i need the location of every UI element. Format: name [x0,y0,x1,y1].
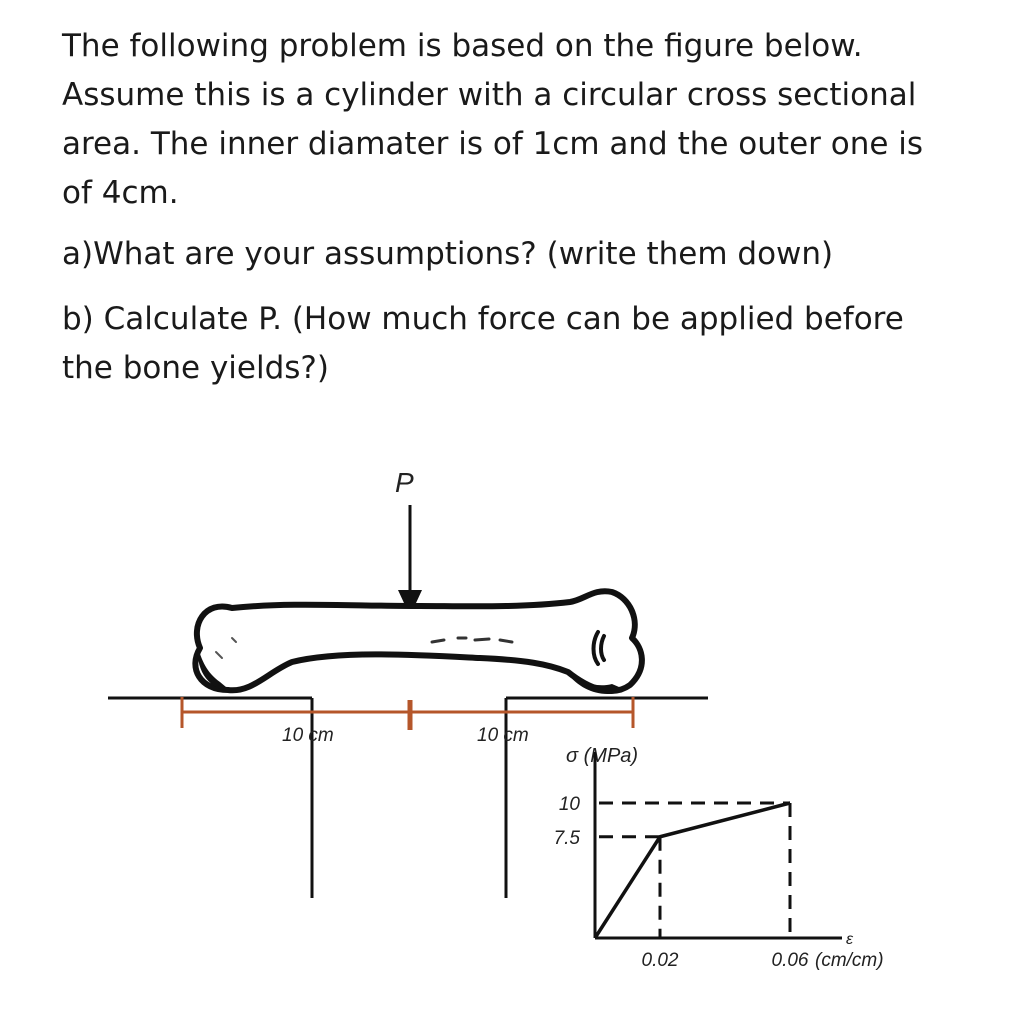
load-label: P [395,467,414,498]
right-support [506,698,708,898]
question-b: b) Calculate P. (How much force can be applied before the bone yields?) [62,301,904,386]
x-tick-label-0-06: 0.06 [771,950,809,971]
x-tick-label-0-02: 0.02 [641,950,679,971]
problem-intro: The following problem is based on the figure below. Assume this is a cylinder with a circular cross sectional area. The inner diamater is of 1cm and the outer one is of 4cm. [62,28,924,211]
x-axis-symbol: ε [846,931,854,948]
span-dimension [182,697,633,730]
y-tick-label-10: 10 [558,794,580,815]
stress-strain-chart [554,745,884,971]
stress-strain-curve [595,803,790,938]
span-right-label: 10 cm [477,725,529,746]
y-tick-label-7-5: 7.5 [553,827,580,849]
question-a: a)What are your assumptions? (write them down) [62,236,834,272]
y-axis-label: σ (MPa) [566,745,639,767]
bone-drawing [195,591,642,694]
span-left-label: 10 cm [282,725,334,746]
x-axis-units: (cm/cm) [815,950,884,971]
load-arrow [398,505,422,616]
